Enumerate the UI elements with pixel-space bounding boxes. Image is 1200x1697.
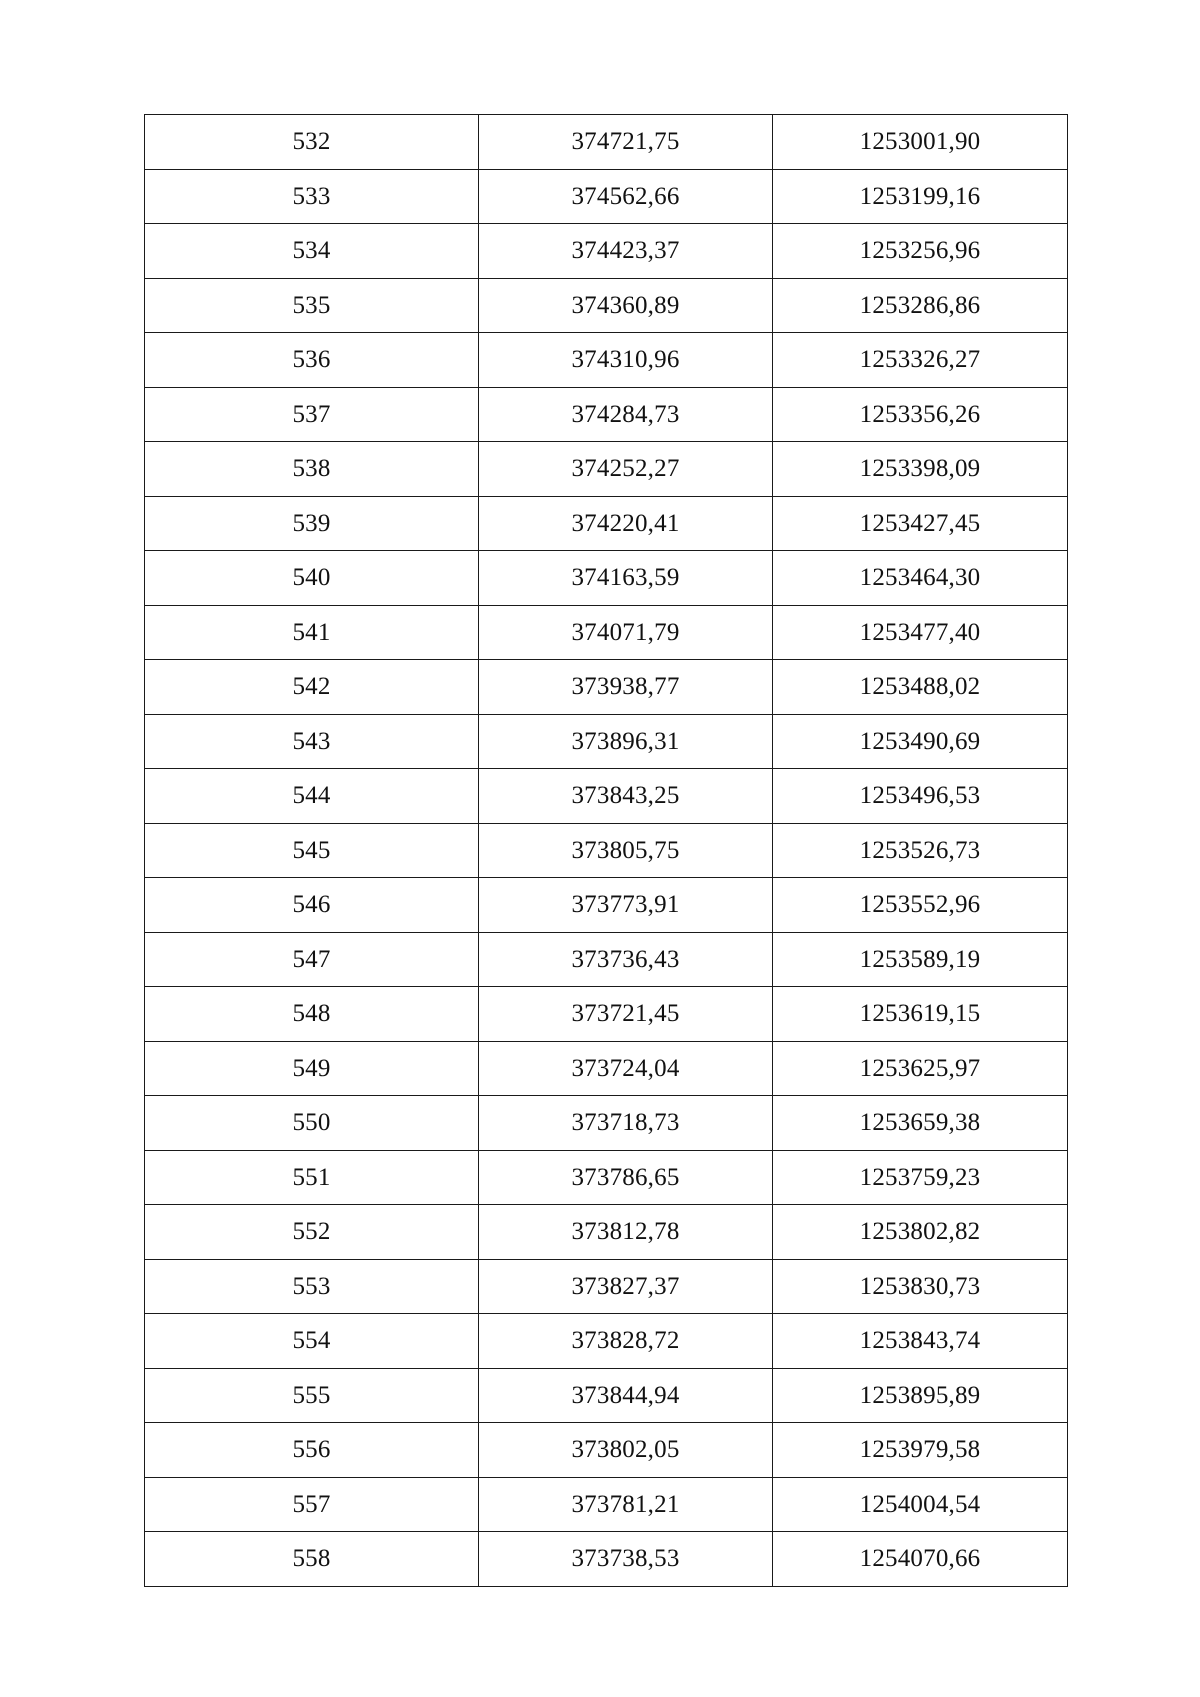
point-number-cell: 550 [145,1096,479,1151]
table-row [145,1150,1068,1205]
point-number-cell: 540 [145,551,479,606]
point-number-cell: 534 [145,224,479,279]
y-coordinate-cell: 1253589,19 [773,932,1068,987]
y-coordinate-cell: 1253199,16 [773,169,1068,224]
table-row [145,278,1068,333]
point-number-cell: 557 [145,1477,479,1532]
table-row [145,932,1068,987]
y-coordinate-cell: 1253326,27 [773,333,1068,388]
x-coordinate-cell: 373938,77 [479,660,773,715]
table-row [145,333,1068,388]
table-row [145,660,1068,715]
point-number-cell: 537 [145,387,479,442]
y-coordinate-cell: 1253802,82 [773,1205,1068,1260]
x-coordinate-cell: 374220,41 [479,496,773,551]
table-row [145,1477,1068,1532]
point-number-cell: 541 [145,605,479,660]
table-row [145,1096,1068,1151]
table-row [145,769,1068,824]
table-row [145,714,1068,769]
x-coordinate-cell: 373827,37 [479,1259,773,1314]
x-coordinate-cell: 373786,65 [479,1150,773,1205]
y-coordinate-cell: 1253496,53 [773,769,1068,824]
point-number-cell: 551 [145,1150,479,1205]
point-number-cell: 556 [145,1423,479,1478]
coordinates-table-body [145,115,1068,1587]
y-coordinate-cell: 1253843,74 [773,1314,1068,1369]
point-number-cell: 542 [145,660,479,715]
table-row [145,1368,1068,1423]
x-coordinate-cell: 373896,31 [479,714,773,769]
x-coordinate-cell: 373844,94 [479,1368,773,1423]
x-coordinate-cell: 373724,04 [479,1041,773,1096]
x-coordinate-cell: 374252,27 [479,442,773,497]
table-row [145,1205,1068,1260]
table-row [145,387,1068,442]
point-number-cell: 554 [145,1314,479,1369]
coordinates-table [144,114,1068,1587]
table-row [145,551,1068,606]
y-coordinate-cell: 1253356,26 [773,387,1068,442]
y-coordinate-cell: 1253398,09 [773,442,1068,497]
y-coordinate-cell: 1253286,86 [773,278,1068,333]
x-coordinate-cell: 374360,89 [479,278,773,333]
table-row [145,1314,1068,1369]
point-number-cell: 544 [145,769,479,824]
y-coordinate-cell: 1253979,58 [773,1423,1068,1478]
table-row [145,169,1068,224]
point-number-cell: 549 [145,1041,479,1096]
x-coordinate-cell: 374163,59 [479,551,773,606]
x-coordinate-cell: 374310,96 [479,333,773,388]
point-number-cell: 533 [145,169,479,224]
y-coordinate-cell: 1253464,30 [773,551,1068,606]
table-row [145,605,1068,660]
y-coordinate-cell: 1253552,96 [773,878,1068,933]
point-number-cell: 546 [145,878,479,933]
point-number-cell: 548 [145,987,479,1042]
point-number-cell: 536 [145,333,479,388]
y-coordinate-cell: 1253759,23 [773,1150,1068,1205]
table-row [145,987,1068,1042]
x-coordinate-cell: 373738,53 [479,1532,773,1587]
y-coordinate-cell: 1253895,89 [773,1368,1068,1423]
point-number-cell: 545 [145,823,479,878]
y-coordinate-cell: 1253659,38 [773,1096,1068,1151]
table-row [145,1423,1068,1478]
table-row [145,1259,1068,1314]
point-number-cell: 553 [145,1259,479,1314]
table-row [145,442,1068,497]
x-coordinate-cell: 373828,72 [479,1314,773,1369]
table-row [145,1041,1068,1096]
x-coordinate-cell: 374562,66 [479,169,773,224]
y-coordinate-cell: 1253625,97 [773,1041,1068,1096]
x-coordinate-cell: 374071,79 [479,605,773,660]
y-coordinate-cell: 1253001,90 [773,115,1068,170]
x-coordinate-cell: 373718,73 [479,1096,773,1151]
point-number-cell: 538 [145,442,479,497]
y-coordinate-cell: 1253477,40 [773,605,1068,660]
point-number-cell: 532 [145,115,479,170]
x-coordinate-cell: 373721,45 [479,987,773,1042]
x-coordinate-cell: 373802,05 [479,1423,773,1478]
x-coordinate-cell: 373843,25 [479,769,773,824]
x-coordinate-cell: 373773,91 [479,878,773,933]
point-number-cell: 539 [145,496,479,551]
y-coordinate-cell: 1254004,54 [773,1477,1068,1532]
x-coordinate-cell: 374284,73 [479,387,773,442]
table-row [145,115,1068,170]
x-coordinate-cell: 373805,75 [479,823,773,878]
table-row [145,1532,1068,1587]
x-coordinate-cell: 373781,21 [479,1477,773,1532]
y-coordinate-cell: 1253256,96 [773,224,1068,279]
y-coordinate-cell: 1253427,45 [773,496,1068,551]
y-coordinate-cell: 1253619,15 [773,987,1068,1042]
x-coordinate-cell: 374721,75 [479,115,773,170]
x-coordinate-cell: 374423,37 [479,224,773,279]
y-coordinate-cell: 1253490,69 [773,714,1068,769]
x-coordinate-cell: 373736,43 [479,932,773,987]
point-number-cell: 535 [145,278,479,333]
table-row [145,496,1068,551]
y-coordinate-cell: 1254070,66 [773,1532,1068,1587]
y-coordinate-cell: 1253526,73 [773,823,1068,878]
point-number-cell: 552 [145,1205,479,1260]
y-coordinate-cell: 1253488,02 [773,660,1068,715]
table-row [145,878,1068,933]
point-number-cell: 547 [145,932,479,987]
y-coordinate-cell: 1253830,73 [773,1259,1068,1314]
table-row [145,823,1068,878]
x-coordinate-cell: 373812,78 [479,1205,773,1260]
point-number-cell: 558 [145,1532,479,1587]
point-number-cell: 543 [145,714,479,769]
table-row [145,224,1068,279]
point-number-cell: 555 [145,1368,479,1423]
